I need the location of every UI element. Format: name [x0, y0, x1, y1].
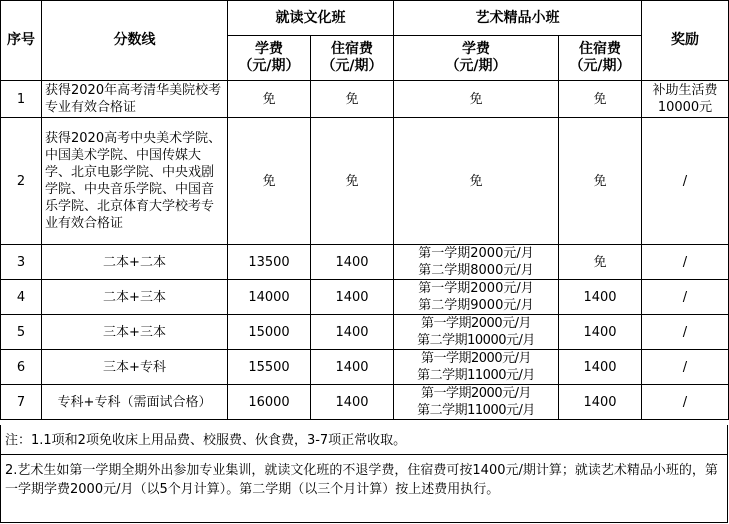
cell-seq: 5: [1, 315, 42, 350]
cell-reward: /: [642, 315, 729, 350]
cell-seq: 6: [1, 350, 42, 385]
cell-reward: 补助生活费 10000元: [642, 81, 729, 118]
table-row: [1, 118, 729, 245]
cell-score-line: 二本+三本: [42, 280, 228, 315]
header-score-line: 分数线: [42, 1, 228, 81]
table-row: [1, 280, 729, 315]
cell-culture-tuition: 免: [228, 118, 311, 245]
table-row: [1, 315, 729, 350]
header-art-class: 艺术精品小班: [394, 1, 642, 36]
table-row: [1, 81, 729, 118]
cell-score-line: 专科+专科（需面试合格）: [42, 385, 228, 420]
cell-culture-tuition: 16000: [228, 385, 311, 420]
header-culture-dorm: 住宿费 （元/期）: [311, 36, 394, 81]
cell-score-line: 三本+专科: [42, 350, 228, 385]
cell-art-dorm: 1400: [559, 315, 642, 350]
cell-reward: /: [642, 245, 729, 280]
header-art-tuition: 学费 （元/期）: [394, 36, 559, 81]
cell-art-tuition: 第一学期2000元/月 第二学期11000元/月: [394, 385, 559, 420]
cell-seq: 1: [1, 81, 42, 118]
notes-section: [0, 425, 728, 523]
header-art-dorm: 住宿费 （元/期）: [559, 36, 642, 81]
header-seq: 序号: [1, 1, 42, 81]
cell-seq: 7: [1, 385, 42, 420]
cell-seq: 4: [1, 280, 42, 315]
cell-culture-dorm: 免: [311, 81, 394, 118]
cell-art-tuition: 免: [394, 118, 559, 245]
cell-culture-tuition: 14000: [228, 280, 311, 315]
cell-art-dorm: 1400: [559, 385, 642, 420]
cell-culture-dorm: 1400: [311, 280, 394, 315]
note-1: 注：1.1项和2项免收床上用品费、校服费、伙食费，3-7项正常收取。: [5, 433, 407, 448]
header-culture-class: 就读文化班: [228, 1, 394, 36]
cell-culture-tuition: 15500: [228, 350, 311, 385]
cell-culture-tuition: 免: [228, 81, 311, 118]
cell-score-line: 获得2020高考中央美术学院、中国美术学院、中国传媒大学、北京电影学院、中央戏剧学院、中央音乐学院、中国音乐学院、北京体育大学校考专业有效合格证: [42, 118, 228, 245]
cell-seq: 3: [1, 245, 42, 280]
table-row: [1, 245, 729, 280]
cell-score-line: 二本+二本: [42, 245, 228, 280]
cell-reward: /: [642, 118, 729, 245]
cell-culture-dorm: 1400: [311, 350, 394, 385]
table-row: [1, 350, 729, 385]
cell-culture-dorm: 1400: [311, 245, 394, 280]
cell-art-tuition: 第一学期2000元/月 第二学期10000元/月: [394, 315, 559, 350]
cell-reward: /: [642, 385, 729, 420]
cell-art-dorm: 免: [559, 118, 642, 245]
cell-reward: /: [642, 350, 729, 385]
header-culture-tuition: 学费 （元/期）: [228, 36, 311, 81]
cell-art-tuition: 免: [394, 81, 559, 118]
cell-art-dorm: 免: [559, 81, 642, 118]
cell-culture-dorm: 免: [311, 118, 394, 245]
cell-art-dorm: 1400: [559, 350, 642, 385]
note-2: 2.艺术生如第一学期全期外出参加专业集训，就读文化班的不退学费，住宿费可按1400元/期计算；就读艺术精品小班的，第一学期学费2000元/月（以5个月计算）。第二学期（以三个月计算）按上述费用执行。: [5, 463, 718, 497]
table-row: [1, 385, 729, 420]
cell-culture-tuition: 13500: [228, 245, 311, 280]
cell-art-tuition: 第一学期2000元/月 第二学期8000元/月: [394, 245, 559, 280]
cell-art-dorm: 1400: [559, 280, 642, 315]
cell-score-line: 获得2020年高考清华美院校考专业有效合格证: [42, 81, 228, 118]
notes-divider: [1, 454, 727, 455]
cell-reward: /: [642, 280, 729, 315]
cell-culture-dorm: 1400: [311, 315, 394, 350]
cell-culture-tuition: 15000: [228, 315, 311, 350]
cell-art-tuition: 第一学期2000元/月 第二学期11000元/月: [394, 350, 559, 385]
cell-culture-dorm: 1400: [311, 385, 394, 420]
cell-art-tuition: 第一学期2000元/月 第二学期9000元/月: [394, 280, 559, 315]
cell-art-dorm: 免: [559, 245, 642, 280]
cell-score-line: 三本+三本: [42, 315, 228, 350]
header-reward: 奖励: [642, 1, 729, 81]
cell-seq: 2: [1, 118, 42, 245]
